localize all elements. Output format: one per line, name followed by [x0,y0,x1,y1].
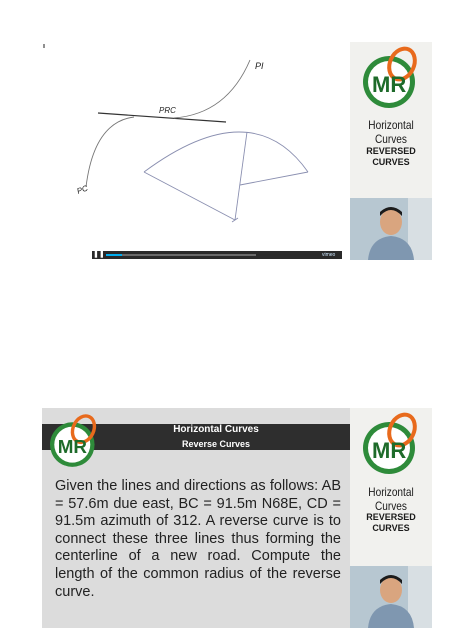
mr-logo-icon [356,410,426,480]
label-pc: PC [75,183,90,196]
svg-text:MR: MR [372,438,407,463]
slide-title: Horizontal Curves [173,424,259,435]
vimeo-logo[interactable]: vimeo [322,252,336,258]
sidebar-title: Horizontal Curves [368,118,414,146]
mr-logo-icon [356,44,426,114]
presenter-webcam [350,566,432,628]
pause-icon[interactable]: ❚❚ [93,251,105,258]
progress-track[interactable] [106,254,256,256]
sidebar-subtitle: REVERSED CURVES [366,146,416,167]
progress-fill [106,254,122,256]
arc-sector [144,132,308,172]
sketch-drawing [42,42,350,260]
sidebar-title: Horizontal Curves [368,485,414,513]
slide-subtitle: Reverse Curves [181,439,251,449]
video-frame-whiteboard[interactable] [42,42,432,260]
svg-text:MR: MR [372,72,407,97]
sidebar-panel [350,408,432,628]
curve-lower [86,117,134,187]
label-prc: PRC [159,106,176,115]
curve-upper [174,60,250,118]
label-pi: PI [255,61,264,71]
svg-text:MR: MR [57,436,88,458]
whiteboard [42,42,350,260]
slide-problem-text: Given the lines and directions as follows: AB = 57.6m due east, BC = 91.5m N68E, CD = 91.5m azimuth of 312. A reverse curve is to connect these three lines thus forming the centerline of a new road. Compute the length of the common radius of the reverse curve. [55,478,341,600]
sidebar-subtitle: REVERSED CURVES [366,512,416,533]
sidebar-panel [350,42,432,260]
presenter-webcam [350,198,432,260]
